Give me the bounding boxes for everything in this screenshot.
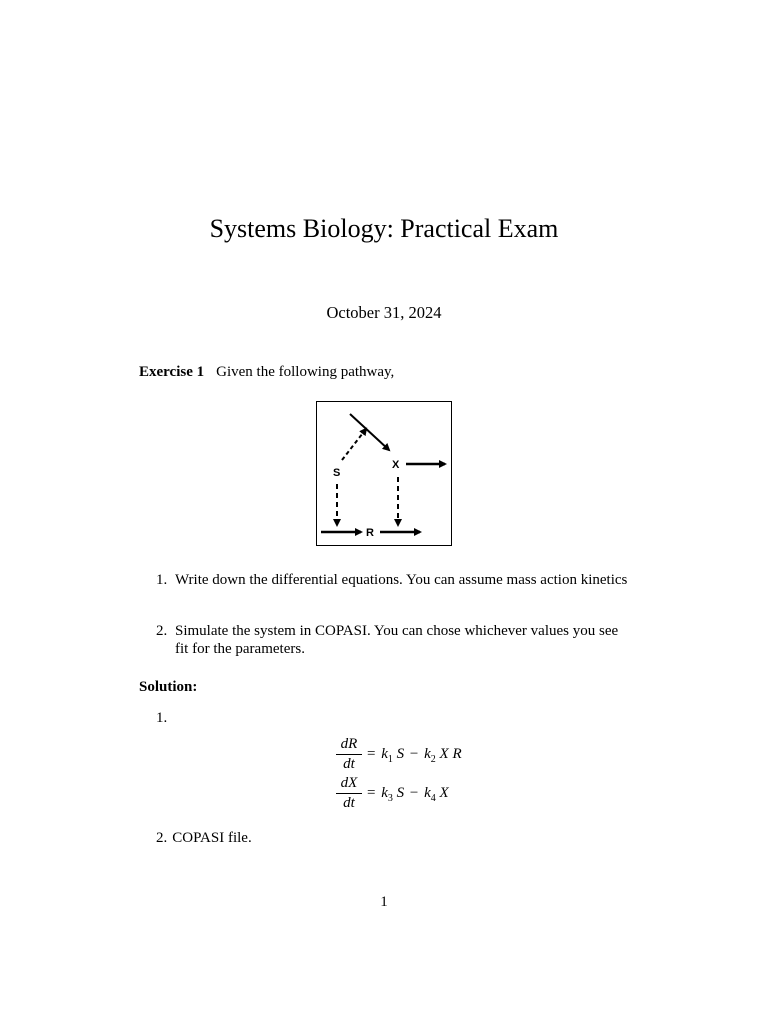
- term: $k_2$: [420, 746, 436, 765]
- page-number: 1: [380, 894, 388, 910]
- fraction-numerator: dR: [340, 736, 358, 752]
- solution-heading: Solution:: [139, 679, 198, 695]
- exercise-prompt: Given the following pathway,: [216, 364, 395, 380]
- exercise-header: [139, 364, 394, 381]
- fraction-denominator: dt: [343, 795, 355, 811]
- s-activation-arrow: [342, 429, 366, 460]
- term: X: [435, 785, 449, 801]
- document-date: October 31, 2024: [326, 303, 442, 322]
- term: S: [392, 746, 408, 762]
- derivative-fraction: [336, 775, 362, 812]
- operator: −: [409, 746, 419, 762]
- task-text: Write down the differential equations. You can assume mass action kinetics: [175, 572, 628, 588]
- page-title: Systems Biology: Practical Exam: [209, 214, 559, 243]
- node-r: R: [366, 527, 374, 539]
- task-number: 1.: [156, 572, 168, 588]
- derivative-fraction: [336, 736, 362, 773]
- operator: −: [409, 785, 419, 801]
- equals-sign: =: [367, 746, 380, 762]
- task-item-2: [156, 622, 636, 662]
- equals-sign: =: [367, 785, 380, 801]
- solution-item-1-number: 1.: [156, 710, 168, 726]
- fraction-denominator: dt: [343, 756, 355, 772]
- equations-block: [334, 736, 534, 816]
- solution-item-2-text: COPASI file.: [172, 830, 252, 846]
- equation-rhs: [365, 785, 449, 804]
- node-s: S: [333, 467, 341, 479]
- equation-rhs: [365, 746, 462, 765]
- exercise-label: Exercise 1: [139, 364, 205, 380]
- term: X R: [435, 746, 462, 762]
- term: $k_1$: [381, 746, 393, 765]
- node-x: X: [392, 459, 400, 471]
- pathway-diagram: [316, 401, 452, 546]
- equation-dr: [334, 736, 534, 774]
- task-text: Simulate the system in COPASI. You can chose whichever values you see fit for the parameters.: [175, 623, 619, 657]
- term: S: [392, 785, 408, 801]
- inflow-arrow: [350, 414, 389, 450]
- solution-item-2-number: 2.: [156, 830, 168, 846]
- term: $k_4$: [420, 785, 436, 804]
- solution-item-2: [156, 830, 252, 847]
- task-number: 2.: [156, 623, 168, 639]
- fraction-numerator: dX: [340, 775, 358, 791]
- equation-dx: [334, 775, 534, 813]
- task-item-1: [156, 571, 636, 611]
- term: $k_3$: [381, 785, 393, 804]
